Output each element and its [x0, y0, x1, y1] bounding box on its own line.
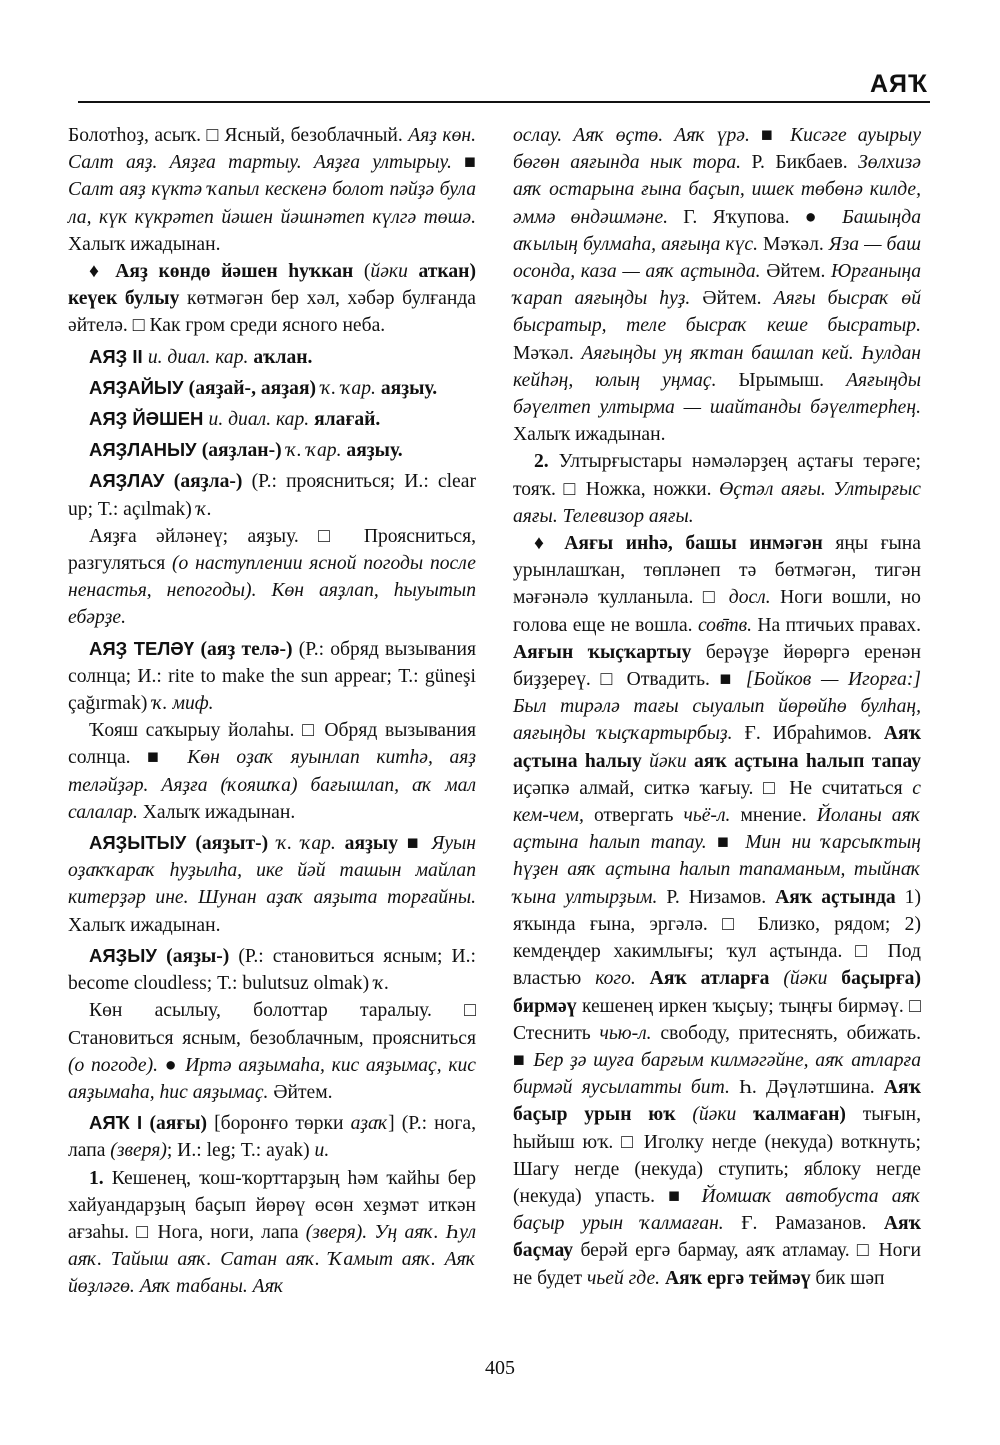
text-run: Аяҙға әйләнеү; аяҙыу. □ Проясниться, разгуляться: [68, 525, 476, 575]
text-run: ҡ. ҡар.: [276, 833, 345, 855]
text-run: Ғ. Ибраһимов.: [744, 723, 884, 745]
text-run: На птичьих правах.: [757, 614, 921, 636]
headword: АЯҘ ТЕЛӘҮ: [89, 637, 201, 659]
text-run: 2.: [534, 451, 559, 473]
text-run: с кем-чем,: [513, 777, 921, 827]
text-run: Кисәге ауырыу бөгөн аяғында нык тора.: [513, 125, 922, 174]
text-run: Яуын оҙаҡҡараҡ һуҙылһа, ике йәй ташын майлап китерҙәр ине. Шунан аҙаҡ аяҙыта торғайны.: [68, 833, 477, 909]
text-run: Мәҡәл.: [513, 342, 582, 364]
text-run: сов̄тв.: [697, 614, 758, 636]
header-rule: [78, 101, 930, 103]
text-run: Аяҡ атларға: [649, 968, 784, 990]
text-run: иҫәпкә алмай, ситкә ҡағыу. □ Не считаться: [513, 777, 913, 799]
paragraph: [68, 1165, 476, 1301]
text-run: ослау. Аяҡ өҫтө. Аяҡ үрә.: [513, 125, 761, 146]
text-run: аяҙыу: [344, 833, 407, 855]
text-run: [Бойков — Игорға:] Был тирәлә тағы сыуалып йөрөйһө булһаң, аяғыңды ҡыҫҡартырбыҙ.: [513, 669, 921, 745]
text-run: Р. Бикбаев.: [751, 152, 859, 174]
text-run: бик шәп: [815, 1267, 885, 1289]
text-run: Ултырғыстары нәмәләрҙең аҫтағы терәге; тояҡ. □ Ножка, ножки.: [513, 451, 921, 500]
text-run: (о погоде).: [68, 1054, 165, 1076]
headword: АЯҘЫТЫУ: [89, 832, 196, 854]
text-run: Әйтем.: [702, 288, 774, 310]
text-run: (йәки: [692, 1104, 754, 1126]
text-run: Юрғаныңа ҡарап аяғыңды һуҙ.: [513, 261, 922, 310]
text-run: Әйтем.: [766, 261, 832, 283]
text-run: Мәҡәл.: [763, 233, 829, 255]
text-run: аяҙыу.: [346, 440, 403, 462]
text-run: Бер ҙә шуға барғым килмәгәйне, аяҡ атларға бирмәй яусылатты бит.: [513, 1049, 922, 1099]
text-run: баҫырға) бирмәү: [513, 968, 921, 1017]
dictionary-entry: [68, 942, 476, 997]
text-run: Халыҡ ижадынан.: [68, 914, 221, 936]
text-run: Аяғыңды бәүелтеп ултырма — шайтанды бәүелтерһең.: [513, 369, 921, 419]
text-run: Аяғыңды уң яҡтан башлап кей. Һулдан кейһәң, юлың уңмаҫ.: [513, 342, 921, 391]
text-run: аяҙыу.: [380, 377, 438, 399]
text-run: Көн оҙаҡ яуынлап китһә, аяҙ теләйҙәр. Аяҙға (ҡояшҡа) бағышлап, аҡ мал салалар.: [68, 747, 476, 823]
text-run: Аяҙ көндө йәшен һуҡкан: [115, 261, 364, 283]
text-run: Аяғы бысраҡ өй бысратыр, теле бысраҡ кеше бысратыр.: [513, 288, 921, 337]
text-run: Р. Низамов.: [666, 886, 776, 908]
text-run: Ҡояш саҡырыу йолаһы. □ Обряд вызывания солнца. ■: [68, 720, 476, 769]
text-run: (о наступлении ясной погоды после ненастья, непогоды). Көн аяҙлап, һыуытып ебәрҙе.: [68, 553, 476, 629]
text-run: Өҫтәл аяғы. Ултырғыс аяғы. Телевизор аяғы.: [513, 478, 921, 527]
text-run: (Р.: проясниться; И.: clear up; Т.: açılmak): [68, 471, 476, 520]
text-run: ҡалмаған): [753, 1104, 863, 1126]
text-run: ялағай.: [314, 409, 381, 431]
text-run: (аяҙлан-): [201, 440, 287, 462]
text-run: Аяҡ баҫмау: [513, 1213, 922, 1262]
text-run: и. диал. кар.: [208, 409, 315, 431]
text-run: и.: [314, 1140, 330, 1162]
text-run: (Р.: становиться ясным; И.: become cloudless; Т.: bulutsuz olmak): [68, 945, 476, 995]
text-run: кого.: [595, 968, 650, 990]
running-head: АЯҠ: [869, 70, 928, 98]
headword: АЯҘ II: [89, 345, 148, 367]
text-run: Г. Яҡупова. ●: [683, 206, 843, 228]
text-run: йәки: [649, 750, 694, 772]
text-run: Аяғын ҡыҫҡартыу: [513, 641, 706, 663]
text-run: [боронғо төрки: [214, 1113, 351, 1135]
text-run: Мин ни ҡарсыҡтың һүҙен аяҡ аҫтына һалып тапаманым, тыйнаҡ ҡына ултырҙым.: [513, 832, 921, 908]
dictionary-entry: [68, 343, 476, 371]
text-run: ; И.: leg; Т.: ayak): [166, 1140, 315, 1162]
text-run: ■: [464, 152, 476, 174]
text-run: Йоланы аяҡ аҫтына һалып тапау.: [513, 805, 922, 854]
text-run: берәй ергә бармау, аяҡ атламау. □ Ноги не будет: [513, 1240, 921, 1289]
text-run: тығын, һыйыш юҡ. □ Иголку негде (некуда) воткнуть; Шагу негде (некуда) ступить; яблоку негде (некуда) упасть. ■: [513, 1104, 921, 1207]
text-run: ♦: [534, 533, 565, 555]
text-run: ●: [164, 1054, 186, 1076]
left-column: [68, 122, 476, 1301]
paragraph: [68, 997, 476, 1106]
text-run: Аяҡ аҫтына һалыу: [513, 723, 921, 772]
right-column: [513, 122, 921, 1292]
text-run: отвергать: [593, 805, 684, 827]
text-run: ҡ.: [374, 973, 390, 995]
text-run: Һ. Дәүләтшина.: [739, 1077, 884, 1099]
text-run: Ғ. Рамазанов.: [741, 1213, 884, 1235]
text-run: Болотһоҙ, асыҡ. □ Ясный, безоблачный.: [68, 125, 409, 146]
text-run: Зөлхизә аяҡ остарына ғына баҫып, ишек төбөнә килде, әммә өндәшмәне.: [513, 152, 921, 228]
paragraph: [513, 448, 921, 530]
dictionary-entry: [68, 635, 476, 718]
paragraph: [68, 258, 476, 340]
dictionary-entry: [68, 829, 476, 939]
text-run: аҡлан.: [253, 346, 313, 368]
text-run: (аяҙ телә-): [200, 638, 299, 660]
text-run: (Р.: обряд вызывания солнца; И.: rite to make the sun appear; Т.: güneşi çağırmak): [68, 638, 477, 715]
text-run: аҙаҡ: [350, 1113, 389, 1135]
text-run: ҡ. ҡар.: [320, 377, 381, 399]
text-run: (аяҙы-): [166, 945, 239, 967]
text-run: Әйтем.: [273, 1081, 333, 1103]
text-run: Иртә аяҙымаһа, кис аяҙымаҫ, кис аяҙымаһа, һис аяҙымаҫ.: [68, 1054, 476, 1103]
text-run: досл.: [728, 587, 781, 609]
headword: АЯҘЫУ: [89, 944, 167, 966]
text-run: Башыңда аҡылың булмаһа, аяғыңа күс.: [513, 206, 921, 255]
paragraph: [513, 122, 921, 448]
text-run: ■: [760, 125, 791, 146]
text-run: ҡ.: [196, 498, 212, 520]
text-run: и. диал. кар.: [147, 346, 254, 368]
text-run: Аяҡ баҫыр урын юҡ: [513, 1077, 921, 1126]
paragraph: [68, 717, 476, 826]
text-run: (аяҙай-, аяҙая): [188, 377, 321, 399]
text-run: ҡ. миф.: [152, 693, 214, 715]
paragraph: [513, 530, 921, 1292]
headword: АЯҘЛАУ: [89, 470, 174, 492]
text-run: Ноги вошли, но голова еще не вошла.: [513, 587, 921, 636]
text-run: Аяҡ ергә теймәү: [664, 1267, 816, 1289]
text-run: берәүҙе йөрөргә еренән биҙҙереү. □ Отвадить. ■: [513, 641, 921, 691]
text-run: чью-л.: [599, 1022, 661, 1044]
text-run: (: [363, 261, 371, 283]
text-run: Кешенең, ҡош-ҡорттарҙың һәм ҡайһы бер хайуандарҙың баҫып йөрөү өсөн хеҙмәт иткән ағзаһы. □ Нога, ноги, лапа: [68, 1167, 476, 1243]
text-run: Халыҡ ижадынан.: [142, 801, 296, 823]
text-run: (зверя). Уң аяҡ. Һул аяҡ. Тайыш аяҡ. Сатан аяҡ. Ҡамыт аяҡ. Аяҡ йөҙләгө. Аяҡ табаны. Аяҡ: [68, 1221, 476, 1298]
text-run: кешенең иркен ҡыҫыу; тыңғы бирмәү. □ Стеснить: [513, 995, 921, 1044]
text-run: чьё-л.: [683, 805, 741, 827]
text-run: ♦: [89, 261, 116, 283]
text-run: 1.: [89, 1167, 112, 1189]
text-run: ] (Р.: нога, лапа: [68, 1113, 476, 1162]
headword: АЯҠ I: [89, 1112, 150, 1134]
text-run: Халыҡ ижадынан.: [513, 424, 666, 446]
text-run: Аяҡ аҫтында: [775, 886, 905, 908]
text-run: (зверя): [110, 1140, 167, 1162]
text-run: Салт аяҙ күктә ҡапыл кескенә болот пәйҙә була ла, күк күкрәтеп йәшен йәшнәтеп күлгә төшә.: [68, 179, 476, 228]
text-run: Ырымыш.: [738, 369, 847, 391]
text-run: йәки: [370, 261, 419, 283]
paragraph: [68, 122, 476, 258]
text-run: мнение.: [740, 805, 817, 827]
text-run: аяҡ аҫтына һалып тапау: [693, 750, 921, 772]
headword: АЯҘЛАНЫУ: [89, 439, 202, 461]
dictionary-entry: [68, 374, 476, 402]
text-run: (аяғы): [149, 1113, 215, 1135]
text-run: көтмәгән бер хәл, хәбәр булғанда әйтелә. □ Как гром среди ясного неба.: [68, 288, 476, 337]
text-run: Йомшаҡ автобуста аяҡ баҫыр урын ҡалмаған.: [513, 1185, 921, 1235]
headword: АЯҘАЙЫУ: [89, 376, 189, 398]
text-run: Халыҡ ижадынан.: [68, 233, 221, 255]
text-run: свободу, притеснять, обижать. ■: [513, 1022, 921, 1071]
headword: АЯҘ ЙӘШЕН: [89, 408, 209, 430]
text-run: Аяғы инһә, башы инмәгән: [564, 533, 836, 555]
dictionary-entry: [68, 436, 476, 464]
text-run: 1) яҡында ғына, эргәлә. □ Близко, рядом; 2) кемдеңдер хакимлығы; ҡул аҫтында. □ Под властью: [513, 886, 921, 990]
text-run: (аяҙыт-): [195, 833, 277, 855]
text-run: ■: [717, 832, 746, 854]
page-number: 405: [485, 1357, 515, 1379]
text-run: ҡ. ҡар.: [286, 440, 347, 462]
dictionary-entry: [68, 1109, 476, 1164]
text-run: яңы ғына урынлашҡан, төпләнеп тә бөтмәгән, тигән мәғәнәлә ҡулланыла. □: [513, 533, 921, 609]
text-run: Көн асылыу, болоттар таралыу. □ Становиться ясным, безоблачным, проясниться: [68, 1000, 476, 1049]
text-run: аткан) кеүек булыу: [68, 261, 476, 310]
dictionary-entry: [68, 405, 476, 433]
text-run: Яза — баш осонда, каза — аяҡ аҫтында.: [513, 233, 921, 283]
paragraph: [68, 523, 476, 632]
text-run: ■: [406, 833, 432, 855]
text-run: чьей где.: [587, 1267, 665, 1289]
text-run: (йәки: [783, 968, 842, 990]
text-run: Аяҙ көн. Салт аяҙ. Аяҙға тартыу. Аяҙға ултырыу.: [68, 125, 476, 174]
text-run: (аяҙла-): [173, 471, 252, 493]
dictionary-entry: [68, 467, 476, 522]
